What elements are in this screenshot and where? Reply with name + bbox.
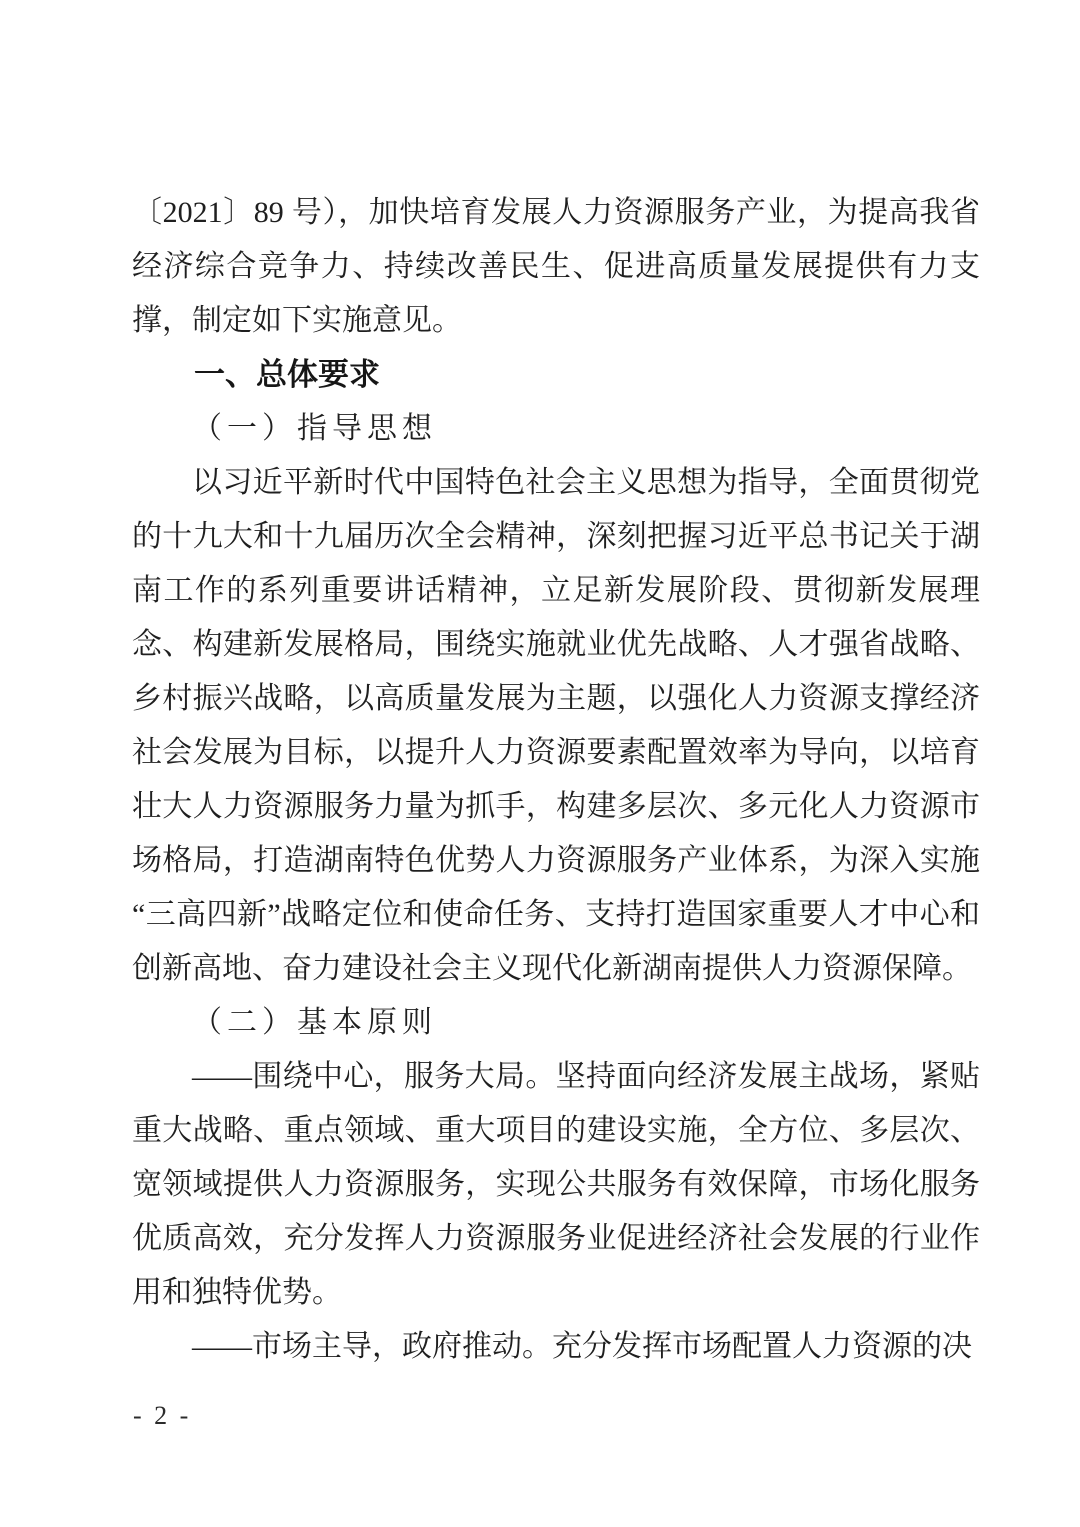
principle-2-lead: ——市场主导，政府推动。 xyxy=(192,1330,552,1363)
guiding-ideology-paragraph: 以习近平新时代中国特色社会主义思想为指导，全面贯彻党的十九大和十九届历次全会精神，深刻把握习近平总书记关于湖南工作的系列重要讲话精神，立足新发展阶段、贯彻新发展理念、构建新发展格局，围绕实施就业优先战略、人才强省战略、乡村振兴战略，以高质量发展为主题，以强化人力资源支撑经济社会发展为目标，以提升人力资源要素配置效率为导向，以培育壮大人力资源服务力量为抓手，构建多层次、多元化人力资源市场格局，打造湖南特色优势人力资源服务产业体系，为深入实施“三高四新”战略定位和使命任务、支持打造国家重要人才中心和创新高地、奋力建设社会主义现代化新湖南提供人力资源保障。 xyxy=(132,466,980,985)
principle-paragraph-2 xyxy=(132,1320,980,1374)
section-heading-overall-requirements: 一、总体要求 xyxy=(194,357,380,392)
principle-1-body: 坚持面向经济发展主战场，紧贴重大战略、重点领域、重大项目的建设实施，全方位、多层次、宽领域提供人力资源服务，实现公共服务有效保障，市场化服务优质高效，充分发挥人力资源服务业促进经济社会发展的行业作用和独特优势。 xyxy=(132,1060,981,1309)
intro-continuation-paragraph: 〔2021〕89 号），加快培育发展人力资源服务产业，为提高我省经济综合竞争力、持续改善民生、促进高质量发展提供有力支撑，制定如下实施意见。 xyxy=(132,196,980,337)
subsection-heading-basic-principles: （二）基本原则 xyxy=(192,1006,437,1039)
principle-paragraph-1 xyxy=(132,1050,980,1320)
document-body xyxy=(132,186,980,1374)
page-number: - 2 - xyxy=(133,1401,192,1430)
principle-1-lead: ——围绕中心，服务大局。 xyxy=(192,1060,556,1093)
subsection-heading-guiding-ideology: （一）指导思想 xyxy=(192,412,437,445)
principle-2-body: 充分发挥市场配置人力资源的决 xyxy=(552,1330,972,1363)
